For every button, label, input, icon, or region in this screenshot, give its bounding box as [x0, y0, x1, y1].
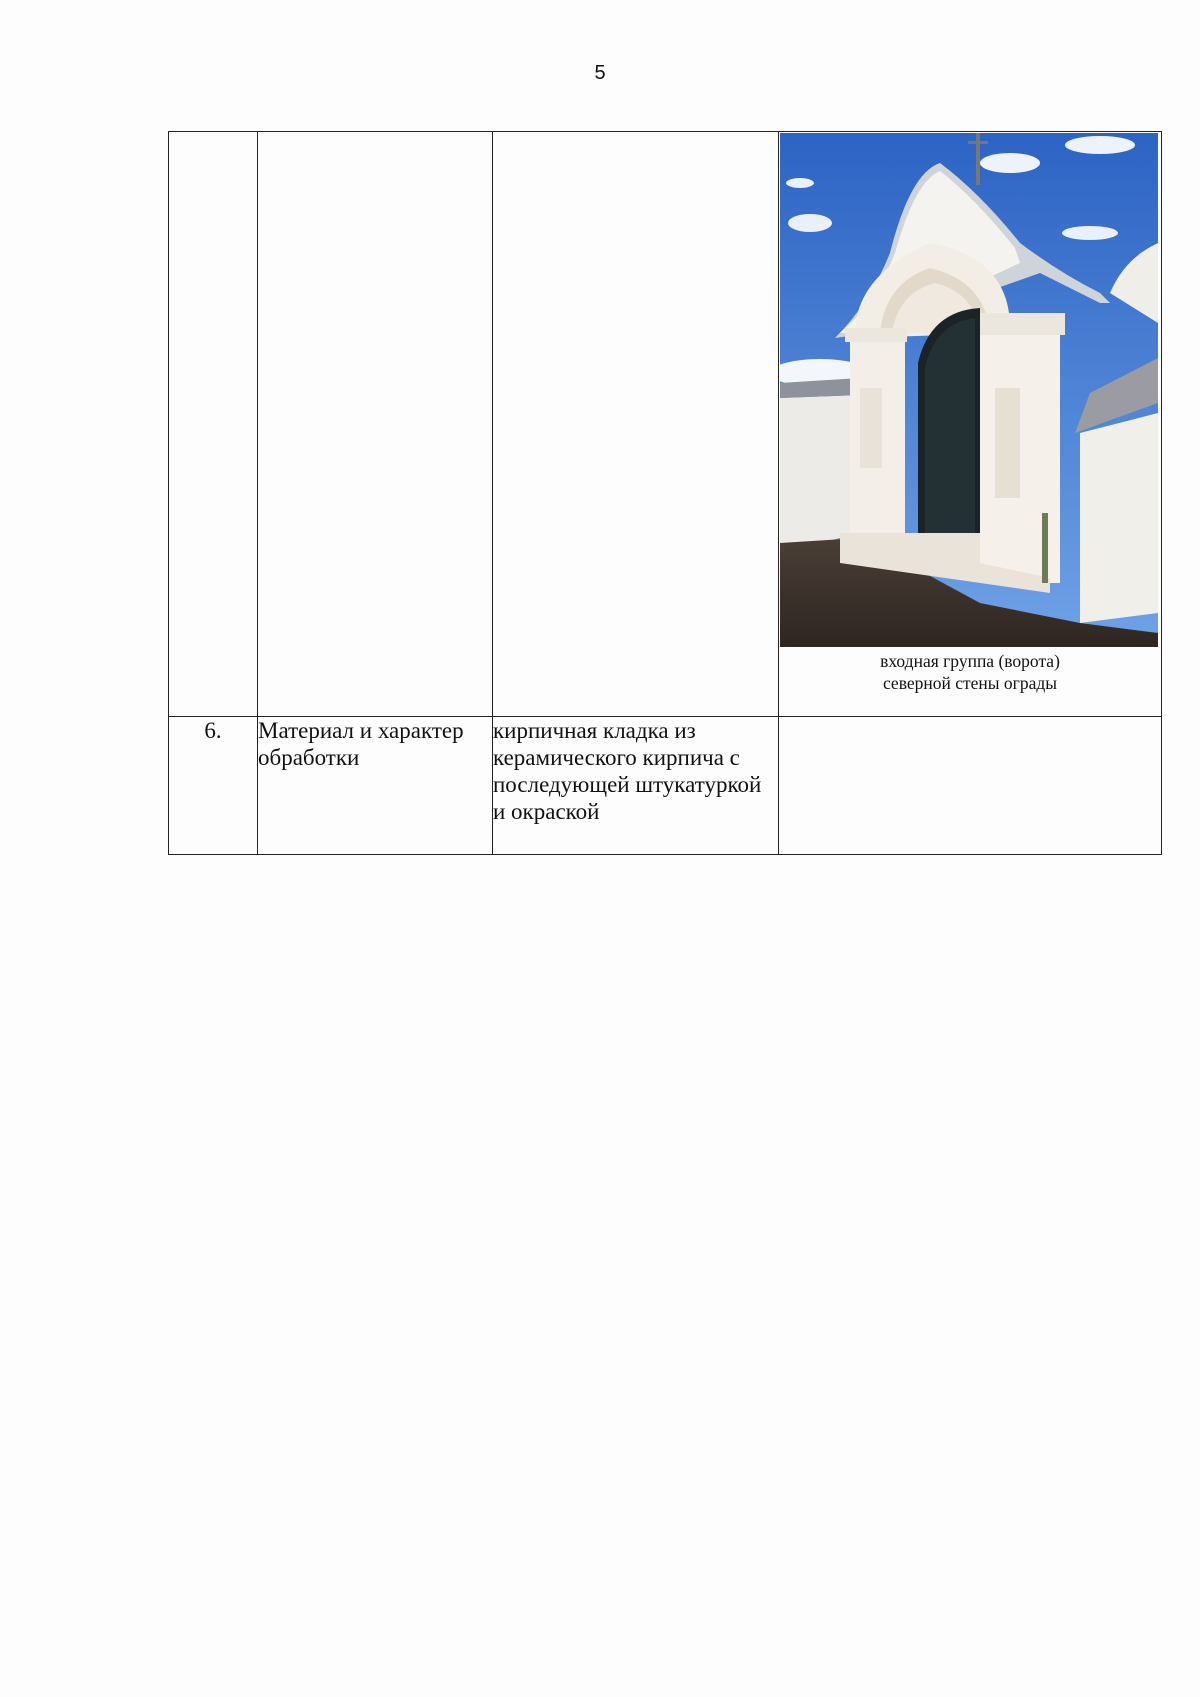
- row-description: кирпичная кладка из керамического кирпича с последующей штукатуркой и окраской: [493, 717, 779, 855]
- table-row: [169, 717, 1162, 855]
- empty-cell-description: [493, 132, 779, 717]
- photo-caption: [779, 647, 1161, 694]
- data-table: [168, 131, 1162, 855]
- caption-line: входная группа (ворота): [880, 651, 1060, 671]
- gate-photo: [780, 133, 1158, 647]
- photo-cell: [779, 132, 1162, 717]
- page-number: 5: [594, 62, 606, 84]
- caption-line: северной стены ограды: [882, 673, 1058, 693]
- row-name: Материал и характер обработки: [258, 717, 493, 855]
- table-row: [169, 132, 1162, 717]
- row-photo-cell: [779, 717, 1162, 855]
- row-number: 6.: [169, 717, 258, 855]
- empty-cell-number: [169, 132, 258, 717]
- empty-cell-name: [258, 132, 493, 717]
